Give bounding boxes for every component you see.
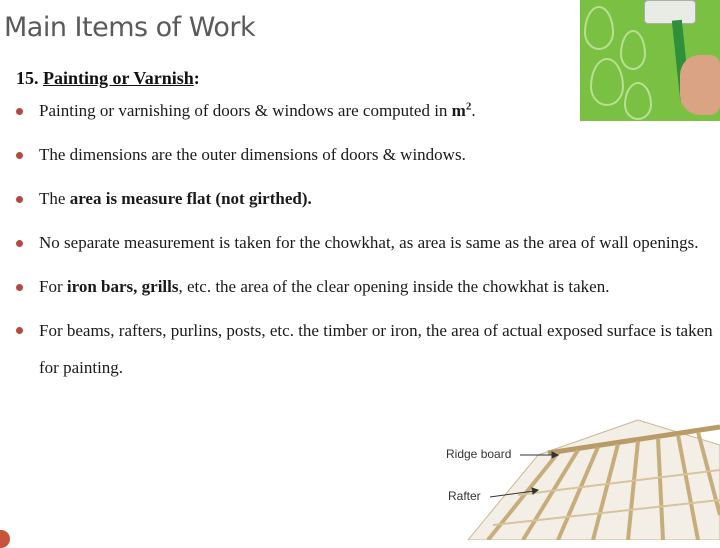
hand-icon: [680, 55, 720, 115]
bullet-dot-icon: [16, 152, 23, 159]
bullet-item: For beams, rafters, purlins, posts, etc. the timber or iron, the area of actual exposed surface is taken for painting.: [14, 312, 714, 386]
bullet-item: The dimensions are the outer dimensions of doors & windows.: [14, 144, 714, 188]
bullet-item: No separate measurement is taken for the chowkhat, as area is same as the area of wall openings.: [14, 232, 714, 276]
bullet-item: The area is measure flat (not girthed).: [14, 188, 714, 232]
rafter-label: Rafter: [448, 489, 481, 503]
bullet-dot-icon: [16, 108, 23, 115]
roof-truss-illustration: [428, 415, 720, 540]
roof-diagram: [428, 415, 720, 540]
bullet-dot-icon: [16, 240, 23, 247]
section-heading: [16, 68, 200, 89]
ridge-board-label: Ridge board: [446, 447, 512, 461]
slide-title: Main Items of Work: [4, 12, 256, 43]
section-suffix: :: [193, 68, 200, 88]
painting-photo: [580, 0, 720, 121]
bullet-list: [14, 100, 714, 386]
bullet-dot-icon: [16, 327, 23, 334]
paint-roller-icon: [644, 0, 696, 24]
bullet-dot-icon: [16, 196, 23, 203]
corner-decoration: [0, 530, 10, 548]
bullet-item: Painting or varnishing of doors & windows are computed in $m^2$.: [14, 100, 714, 144]
bullet-dot-icon: [16, 284, 23, 291]
bullet-item: For iron bars, grills, etc. the area of the clear opening inside the chowkhat is taken.: [14, 276, 714, 320]
section-number: 15.: [16, 68, 39, 88]
section-name: Painting or Varnish: [43, 68, 194, 88]
